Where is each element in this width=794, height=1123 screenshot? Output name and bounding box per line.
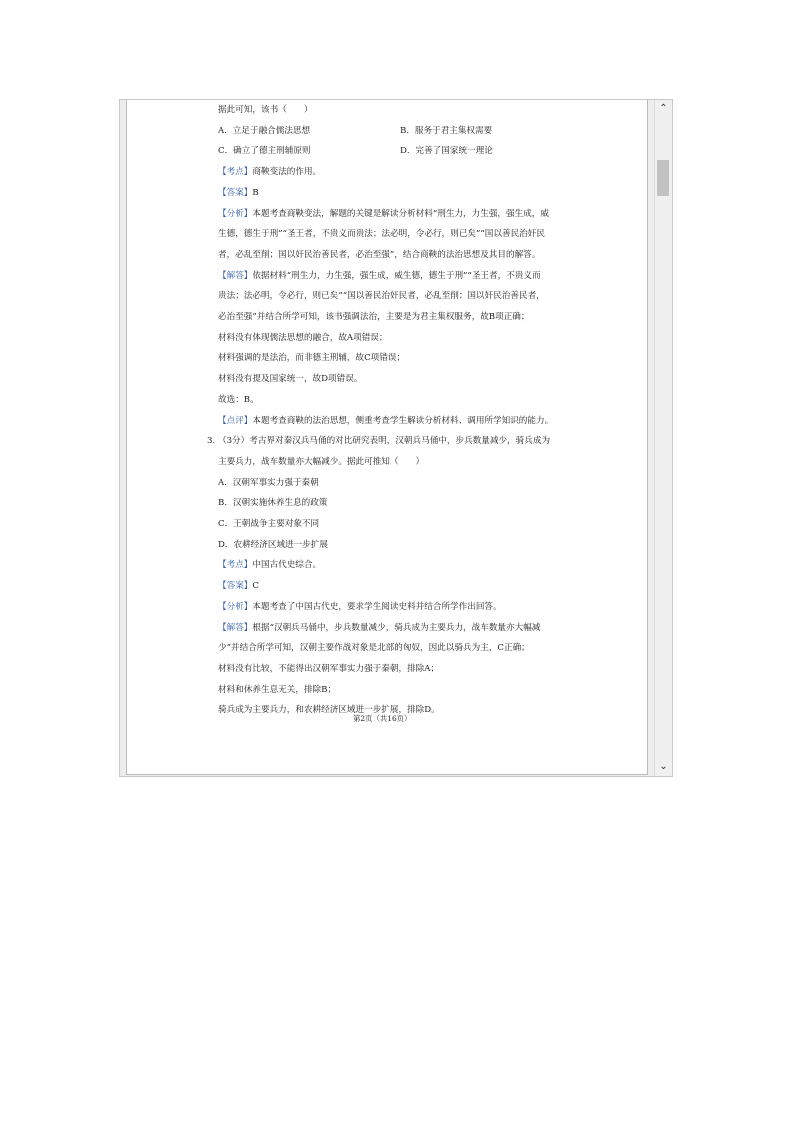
text-line	[218, 663, 439, 675]
text-line	[218, 415, 553, 427]
line-text: 故选：B。	[218, 394, 259, 405]
line-text: 据此可知，该书（ ）	[218, 105, 313, 115]
text-line	[218, 311, 530, 323]
line-text: 材料强调的是法治，而非德主刑辅，故C项错误；	[218, 353, 406, 364]
line-text: 根据“汉朝兵马俑中，步兵数量减少，骑兵成为主要兵力，战车数量亦大幅减	[252, 622, 541, 633]
section-tag: 【答案】	[218, 581, 253, 592]
line-text: 材料和休养生息无关，排除B；	[218, 684, 337, 695]
section-tag: 【解答】	[218, 622, 253, 633]
section-tag: 【分析】	[218, 601, 253, 612]
text-line	[218, 290, 545, 302]
text-line	[218, 187, 259, 199]
line-text: 依据材料“刑生力，力生强，强生成，威生德，德生于刑”“圣王者，不贵义而	[252, 270, 541, 281]
text-line	[218, 270, 541, 282]
line-text: 贵法；法必明，令必行，则已矣”“国以善民治奸民者，必乱至削；国以奸民治善民者，	[218, 291, 545, 302]
line-text: 者，必乱至削；国以奸民治善民者，必治至强”，结合商鞅的法治思想及其目的解答。	[218, 249, 541, 260]
line-text: 本题考查了中国古代史，要求学生阅读史料并结合所学作出回答。	[252, 601, 502, 612]
text-line	[218, 394, 259, 406]
text-line	[218, 539, 328, 551]
line-text: A．汉朝军事实力强于秦朝	[218, 477, 319, 488]
text-line	[218, 684, 336, 696]
text-line	[218, 373, 362, 385]
text-line	[218, 228, 545, 240]
section-tag: 【解答】	[218, 270, 253, 281]
document-viewer	[119, 99, 673, 777]
text-line	[218, 477, 319, 489]
line-text: （3分）考古界对秦汉兵马俑的对比研究表明，汉朝兵马俑中，步兵数量减少，骑兵成为	[218, 436, 551, 447]
text-line	[218, 642, 530, 654]
text-line	[218, 125, 310, 137]
line-text: B	[252, 187, 259, 198]
line-text: C	[252, 581, 259, 592]
line-text: B．汉朝实施休养生息的政策	[218, 498, 328, 509]
text-line	[218, 104, 313, 116]
text-line	[218, 332, 388, 344]
text-line	[218, 622, 540, 634]
text-line	[218, 249, 540, 261]
text-line	[218, 601, 502, 613]
line-text: C．确立了德主刑辅原则	[218, 146, 311, 157]
line-text: C．王朝战争主要对象不同	[218, 519, 320, 529]
line-text: D．农耕经济区域进一步扩展	[218, 539, 329, 550]
section-tag: 【考点】	[218, 167, 253, 178]
scroll-thumb[interactable]	[657, 160, 669, 196]
line-text: 主要兵力，战车数量亦大幅减少。据此可推知（ ）	[218, 456, 425, 467]
line-text: 材料没有比较，不能得出汉朝军事实力强于秦朝，排除A；	[218, 663, 440, 674]
line-text: 骑兵成为主要兵力，和农耕经济区域进一步扩展，排除D。	[218, 705, 440, 716]
chevron-down-icon: ⌄	[659, 761, 668, 772]
line-text: 材料没有提及国家统一，故D项错误。	[218, 374, 363, 385]
line-text: 商鞅变法的作用。	[252, 167, 322, 178]
section-tag: 【分析】	[218, 208, 253, 219]
text-line	[218, 166, 321, 178]
section-tag: 【考点】	[218, 560, 253, 571]
scroll-down-button[interactable]	[655, 758, 672, 776]
text-line	[218, 208, 549, 220]
line-text: 本题考查商鞅变法，解题的关键是解读分析材料“刑生力，力生强，强生成，威	[252, 208, 549, 219]
question-number: 3.	[207, 436, 216, 447]
text-line	[218, 559, 321, 571]
section-tag: 【点评】	[218, 415, 253, 426]
text-line	[218, 580, 259, 592]
vertical-scrollbar[interactable]	[654, 100, 672, 776]
line-text: 材料没有体现儒法思想的融合，故A项错误；	[218, 332, 388, 343]
chevron-up-icon: ⌃	[659, 103, 668, 114]
line-text: A．立足于融合儒法思想	[218, 125, 311, 136]
option-text: D．完善了国家统一理论	[400, 146, 493, 157]
document-page	[126, 100, 648, 775]
line-text: 本题考查商鞅的法治思想，侧重考查学生解读分析材料、调用所学知识的能力。	[252, 415, 554, 426]
scroll-up-button[interactable]	[655, 100, 672, 118]
text-line	[218, 456, 424, 468]
line-text: 少”并结合所学可知，汉朝主要作战对象是北部的匈奴，因此以骑兵为主，C正确；	[218, 643, 530, 654]
line-text: 中国古代史综合。	[252, 560, 322, 571]
text-line	[218, 352, 405, 364]
line-text: 必治至强”并结合所学可知，该书强调法治，主要是为君主集权服务，故B项正确；	[218, 312, 530, 322]
section-tag: 【答案】	[218, 187, 253, 198]
text-line	[218, 145, 311, 157]
page-footer: 第2页（共16页）	[353, 714, 412, 723]
text-line	[218, 518, 319, 530]
line-text: 生德，德生于刑”“圣王者，不贵义而贵法；法必明，令必行，则已矣”“国以善民治奸民	[218, 229, 545, 240]
text-line	[218, 497, 327, 509]
text-line	[218, 435, 550, 447]
option-text: B．服务于君主集权需要	[400, 125, 493, 136]
